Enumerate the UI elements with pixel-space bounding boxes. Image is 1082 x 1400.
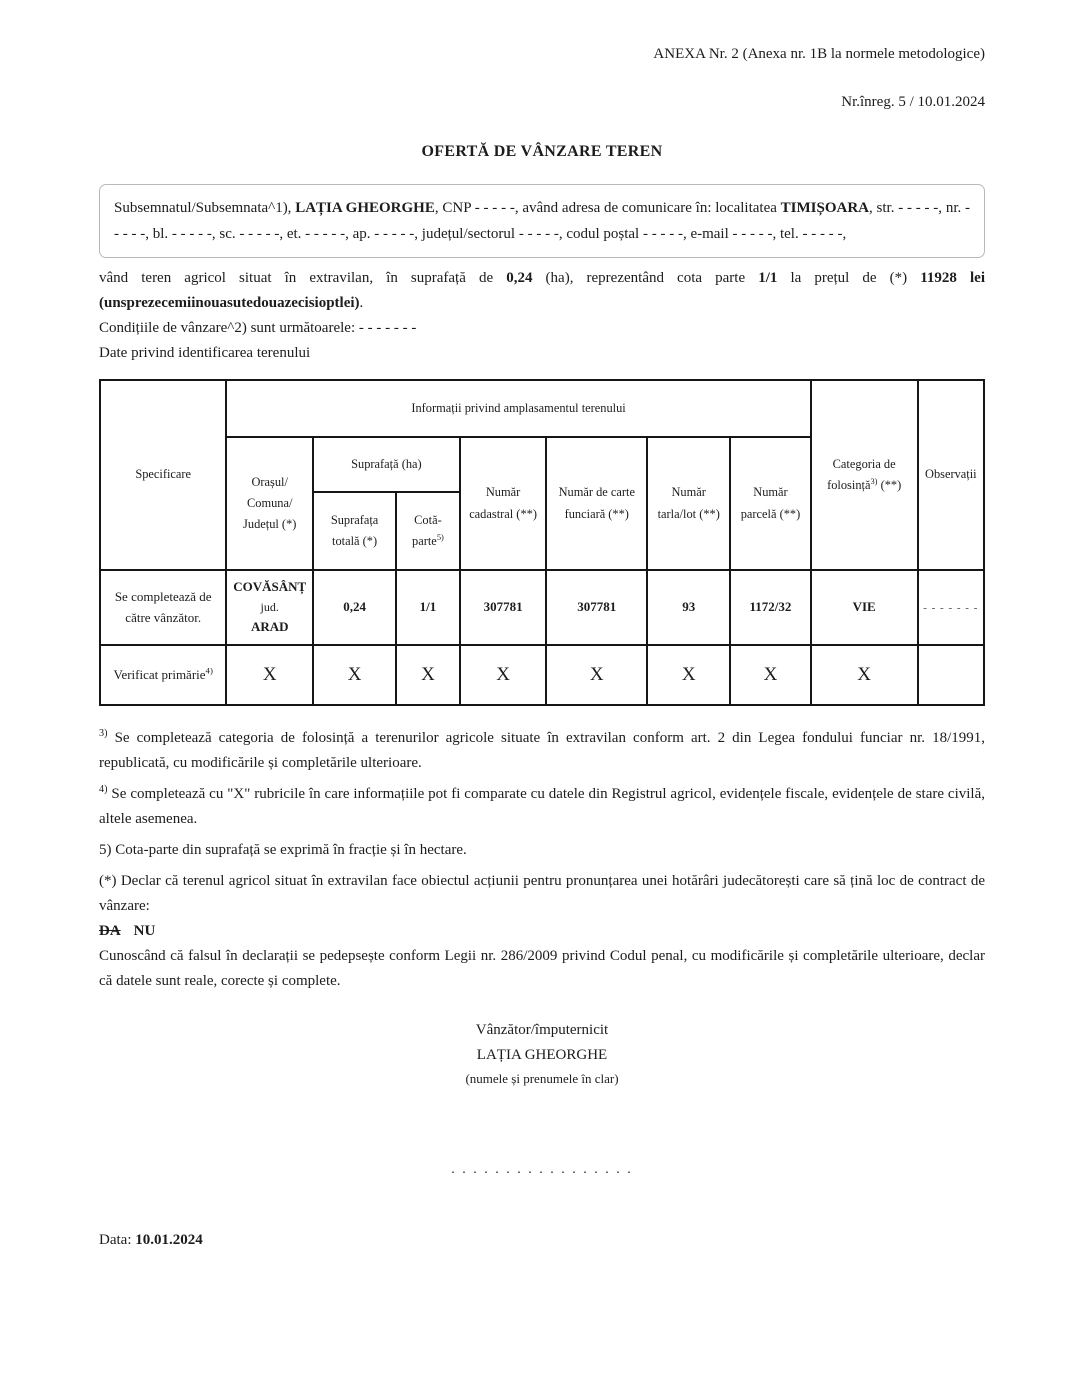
col-header-suprafata-group: Suprafață (ha): [313, 437, 460, 492]
col-header-cota-parte: [396, 492, 460, 570]
sale-text-2: (ha), reprezentând cota parte: [532, 270, 759, 286]
declarant-prefix: Subsemnatul/Subsemnata^1),: [114, 200, 296, 216]
registration-number: Nr.înreg. 5 / 10.01.2024: [841, 94, 985, 110]
footnote-4-ref: 4): [99, 784, 108, 795]
col-header-info-span: Informații privind amplasamentul terenului: [226, 380, 810, 437]
verified-mark-locality: X: [226, 645, 313, 705]
col-header-nr-carte: Număr de carte funciară (**): [546, 437, 647, 570]
seller-tarla-number: 93: [647, 570, 730, 645]
footnotes-section: [99, 726, 985, 863]
sale-text-1: vând teren agricol situat în extravilan, în suprafață de: [99, 270, 507, 286]
seller-county: ARAD: [250, 619, 289, 635]
col-header-nr-parcela: Număr parcelă (**): [730, 437, 810, 570]
da-option-struck: DA: [99, 923, 121, 939]
seller-category: VIE: [811, 570, 918, 645]
sale-area-value: 0,24: [506, 270, 533, 286]
verified-footnote-ref: 4): [205, 665, 213, 676]
declarant-name: LAȚIA GHEORGHE: [295, 200, 435, 216]
sale-price-value: 11928 lei: [920, 270, 985, 286]
verified-mark-category: X: [811, 645, 918, 705]
footnote-3: [99, 726, 985, 776]
sale-price-words: (unsprezecemiinouasutedouazecisioptlei): [99, 295, 360, 311]
categoria-label: Categoria de folosință: [827, 456, 896, 492]
seller-locality-cell: [226, 570, 313, 645]
seller-land-book-number: 307781: [546, 570, 647, 645]
col-header-observatii: Observații: [918, 380, 984, 570]
penalty-declaration: Cunoscând că falsul în declarații se pedepsește conform Legii nr. 286/2009 privind Codul penal, cu modificările și completările ulterioare, declar că datele sunt reale, corecte și complete.: [99, 948, 985, 989]
verified-mark-area: X: [313, 645, 396, 705]
seller-locality: COVĂSÂNȚ: [233, 579, 307, 595]
footnote-4-text: Se completează cu "X" rubricile în care informațiile pot fi comparate cu datele din Registrul agricol, evidențele fiscale, evidențele de stare civilă, altele asemenea.: [99, 786, 985, 827]
land-identification-line: Date privind identificarea terenului: [99, 345, 311, 361]
verified-observations-empty: [918, 645, 984, 705]
cota-parte-label: Cotă-parte: [412, 512, 442, 548]
seller-area-total: 0,24: [313, 570, 396, 645]
sale-paragraph: [99, 266, 985, 316]
footnote-3-text: Se completează categoria de folosință a terenurilor agricole situate în extravilan conform art. 2 din Legea fondului funciar nr. 18/1991, republicată, cu modificările și completările ulterioare.: [99, 730, 985, 771]
date-line: [99, 1230, 985, 1250]
categoria-footnote-ref: 3): [870, 475, 878, 486]
sale-text-5: .: [359, 295, 364, 311]
land-data-table: [99, 379, 985, 706]
asterisk-declaration: (*) Declar că terenul agricol situat în extravilan face obiectul acțiunii pentru pronunțarea unei hotărâri judecătorești care să țină loc de contract de vânzare:: [99, 873, 985, 914]
declarant-address-text: , str. - - - - -, nr. - - - - -, bl. - - - - -, sc. - - - - -, et. - - - - -, ap. - - - - -, județul/sectorul - - - - -, codul poștal - - - - -, e-mail - - - - -, tel. - - - - -,: [114, 200, 970, 242]
verified-label: Verificat primărie: [113, 666, 206, 682]
col-header-suprafata-totala: Suprafața totală (*): [313, 492, 396, 570]
seller-parcel-number: 1172/32: [730, 570, 810, 645]
date-label: Data:: [99, 1232, 136, 1248]
col-header-specificare: Specificare: [100, 380, 226, 570]
observations-dashes: - - - - - - -: [923, 602, 979, 615]
verified-mark-land-book: X: [546, 645, 647, 705]
declarant-paragraph: [114, 195, 970, 247]
seller-observations: [918, 570, 984, 645]
sale-conditions-line: Condițiile de vânzare^2) sunt următoarele: - - - - - - -: [99, 320, 417, 336]
seller-share: 1/1: [396, 570, 460, 645]
declarant-locality: TIMIȘOARA: [780, 200, 870, 216]
annex-note: ANEXA Nr. 2 (Anexa nr. 1B la normele metodologice): [653, 46, 985, 62]
sale-share-value: 1/1: [758, 270, 778, 286]
col-header-categoria: [811, 380, 918, 570]
page-title: OFERTĂ DE VÂNZARE TEREN: [421, 143, 663, 160]
da-nu-line: [99, 919, 985, 944]
seller-row-label: Se completează de către vânzător.: [100, 570, 226, 645]
sale-text-3: la prețul de (*): [777, 270, 921, 286]
signature-dots: . . . . . . . . . . . . . . . . .: [451, 1162, 633, 1177]
nu-option: NU: [133, 923, 156, 939]
footnote-4: [99, 782, 985, 832]
col-header-nr-tarla: Număr tarla/lot (**): [647, 437, 730, 570]
verified-row-label: [100, 645, 226, 705]
declarant-info-box: [99, 184, 985, 258]
signature-role: Vânzător/împuternicit: [475, 1022, 609, 1038]
date-value: 10.01.2024: [135, 1232, 203, 1248]
signature-block: [99, 1018, 985, 1090]
footnote-5-text: 5) Cota-parte din suprafață se exprimă în fracție și în hectare.: [99, 842, 467, 858]
verified-mark-cadastral: X: [460, 645, 547, 705]
declarant-cnp-text: , CNP - - - - -, având adresa de comunicare în: localitatea: [434, 200, 781, 216]
seller-cadastral-number: 307781: [460, 570, 547, 645]
signature-note: (numele și prenumele în clar): [465, 1071, 619, 1086]
signature-name: LAȚIA GHEORGHE: [476, 1047, 608, 1063]
col-header-nr-cadastral: Număr cadastral (**): [460, 437, 547, 570]
col-header-oras: Orașul/ Comuna/ Județul (*): [226, 437, 313, 570]
footnote-3-ref: 3): [99, 728, 108, 739]
verified-mark-tarla: X: [647, 645, 730, 705]
verified-mark-share: X: [396, 645, 460, 705]
seller-jud-label: jud.: [260, 599, 279, 614]
verified-mark-parcel: X: [730, 645, 810, 705]
footnote-5: [99, 838, 985, 863]
cota-parte-footnote-ref: 5): [436, 531, 444, 542]
categoria-suffix: (**): [877, 478, 902, 492]
